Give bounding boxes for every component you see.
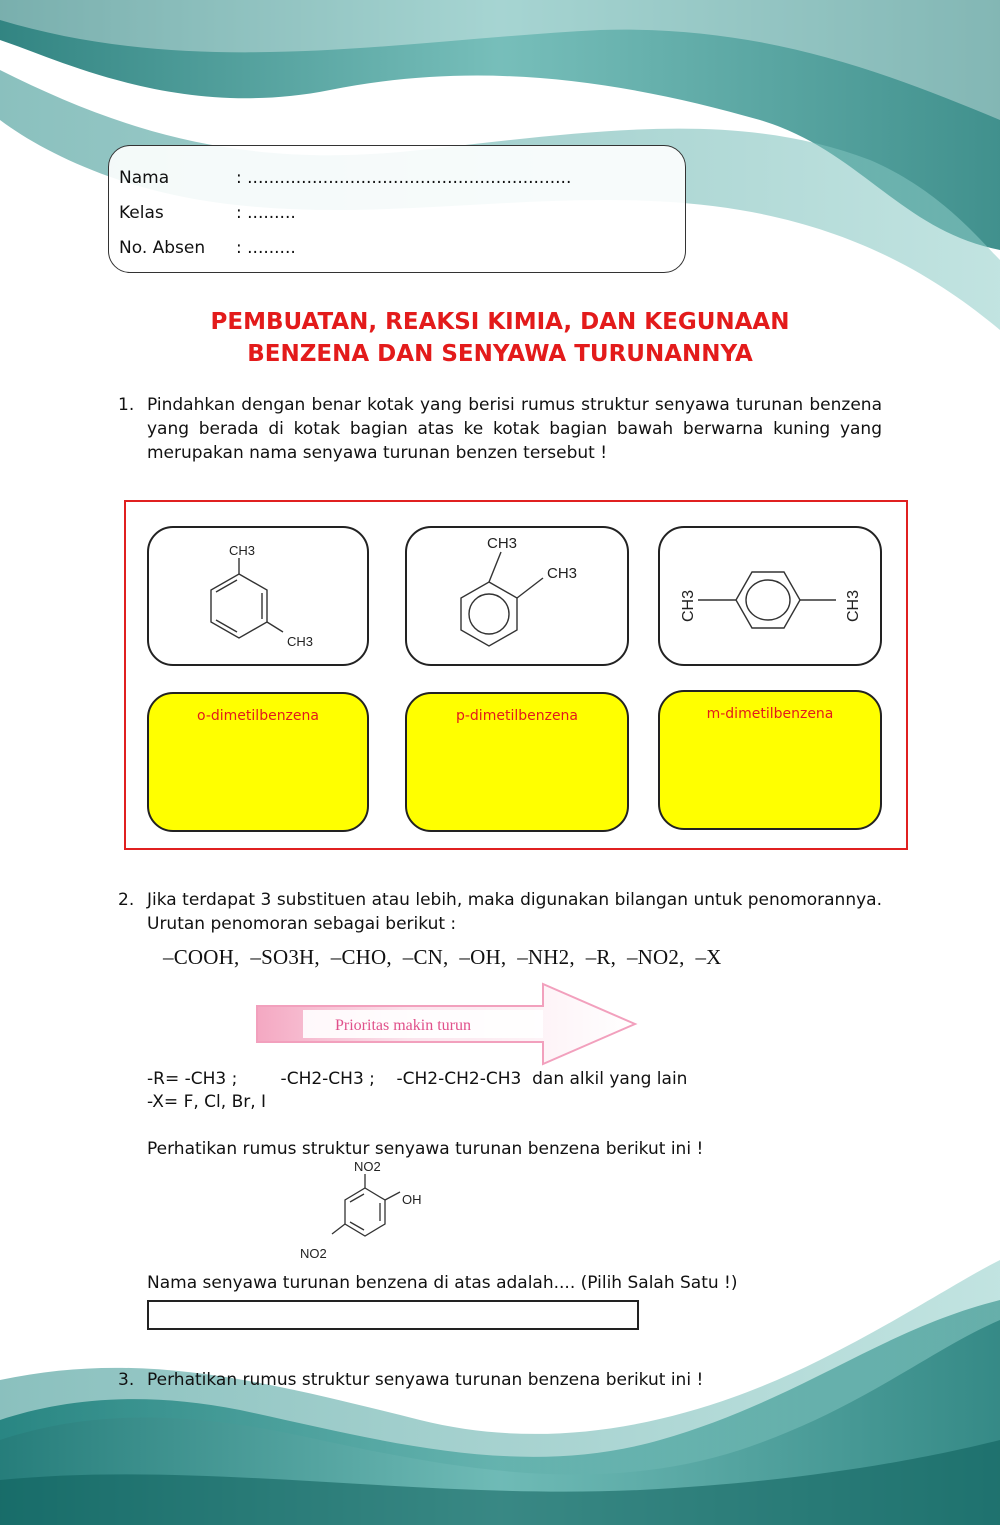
ortho-xylene-structure [407,528,627,664]
question-3-number: 3. [118,1370,135,1390]
para-xylene-structure [660,528,880,664]
absen-row [119,238,296,258]
meta-ch3-bottom: CH3 [287,634,314,649]
name-value: : ............................................................ [236,168,572,188]
answer-box-meta[interactable] [658,690,882,830]
name-row [119,168,571,188]
para-ch3-left: CH3 [680,589,697,622]
answer-label-meta: m-dimetilbenzena [706,706,834,722]
structure-card-para[interactable] [658,526,882,666]
no2-top-label: NO2 [354,1159,381,1174]
title-line-1: PEMBUATAN, REAKSI KIMIA, DAN KEGUNAAN [210,309,790,335]
group-so3h: –SO3H, [250,945,320,969]
class-row [119,203,296,223]
question-1-text: Pindahkan dengan benar kotak yang berisi rumus struktur senyawa turunan benzena yang berada di kotak bagian atas ke kotak bagian bawah berwarna kuning yang merupakan nama senyawa turunan benzen tersebut ! [147,395,882,463]
structure-card-meta[interactable] [147,526,369,666]
group-nh2: –NH2, [517,945,575,969]
structure-card-ortho[interactable] [405,526,629,666]
page-title [0,306,1000,370]
question-2-number: 2. [118,890,135,910]
name-label: Nama [119,168,170,188]
arrow-label: Prioritas makin turun [335,1017,471,1034]
group-r: –R, [585,945,617,969]
absen-label: No. Absen [119,238,206,258]
title-line-2: BENZENA DAN SENYAWA TURUNANNYA [247,341,753,367]
answer-box-para[interactable] [405,692,629,832]
absen-value: : ......... [236,238,296,258]
class-value: : ......... [236,203,296,223]
question-1-number: 1. [118,395,135,415]
meta-ch3-top: CH3 [229,543,256,558]
identity-box [108,145,686,273]
meta-xylene-structure [149,528,367,664]
observe-instruction: Perhatikan rumus struktur senyawa turunan benzena berikut ini ! [147,1139,704,1159]
answer-select-box[interactable] [147,1300,639,1330]
ortho-ch3-top: CH3 [487,535,518,552]
dinitrophenol-structure [290,1158,450,1270]
priority-groups [163,945,722,970]
para-ch3-right: CH3 [845,589,862,622]
answer-box-ortho[interactable] [147,692,369,832]
group-x: –X [695,945,722,969]
no2-bottom-label: NO2 [300,1246,327,1261]
answer-label-ortho: o-dimetilbenzena [197,708,319,724]
question-2-text: Jika terdapat 3 substituen atau lebih, maka digunakan bilangan untuk penomorannya. Urutan penomoran sebagai berikut : [147,890,882,934]
class-label: Kelas [119,203,164,223]
ortho-ch3-side: CH3 [547,565,578,582]
drag-area [124,500,908,850]
priority-arrow [255,980,640,1066]
substituent-notes [147,1068,687,1114]
r-definition: -R= -CH3 ; -CH2-CH3 ; -CH2-CH2-CH3 dan alkil yang lain [147,1069,688,1089]
group-oh: –OH, [459,945,507,969]
answer-label-para: p-dimetilbenzena [455,708,579,724]
group-no2: –NO2, [626,945,685,969]
group-cooh: –COOH, [163,945,240,969]
group-cn: –CN, [402,945,449,969]
x-definition: -X= F, Cl, Br, I [147,1092,267,1112]
group-cho: –CHO, [330,945,392,969]
question-3-text: Perhatikan rumus struktur senyawa turunan benzena berikut ini ! [147,1370,704,1390]
oh-label: OH [402,1192,422,1207]
question-2-prompt: Nama senyawa turunan benzena di atas adalah.... (Pilih Salah Satu !) [147,1273,738,1293]
